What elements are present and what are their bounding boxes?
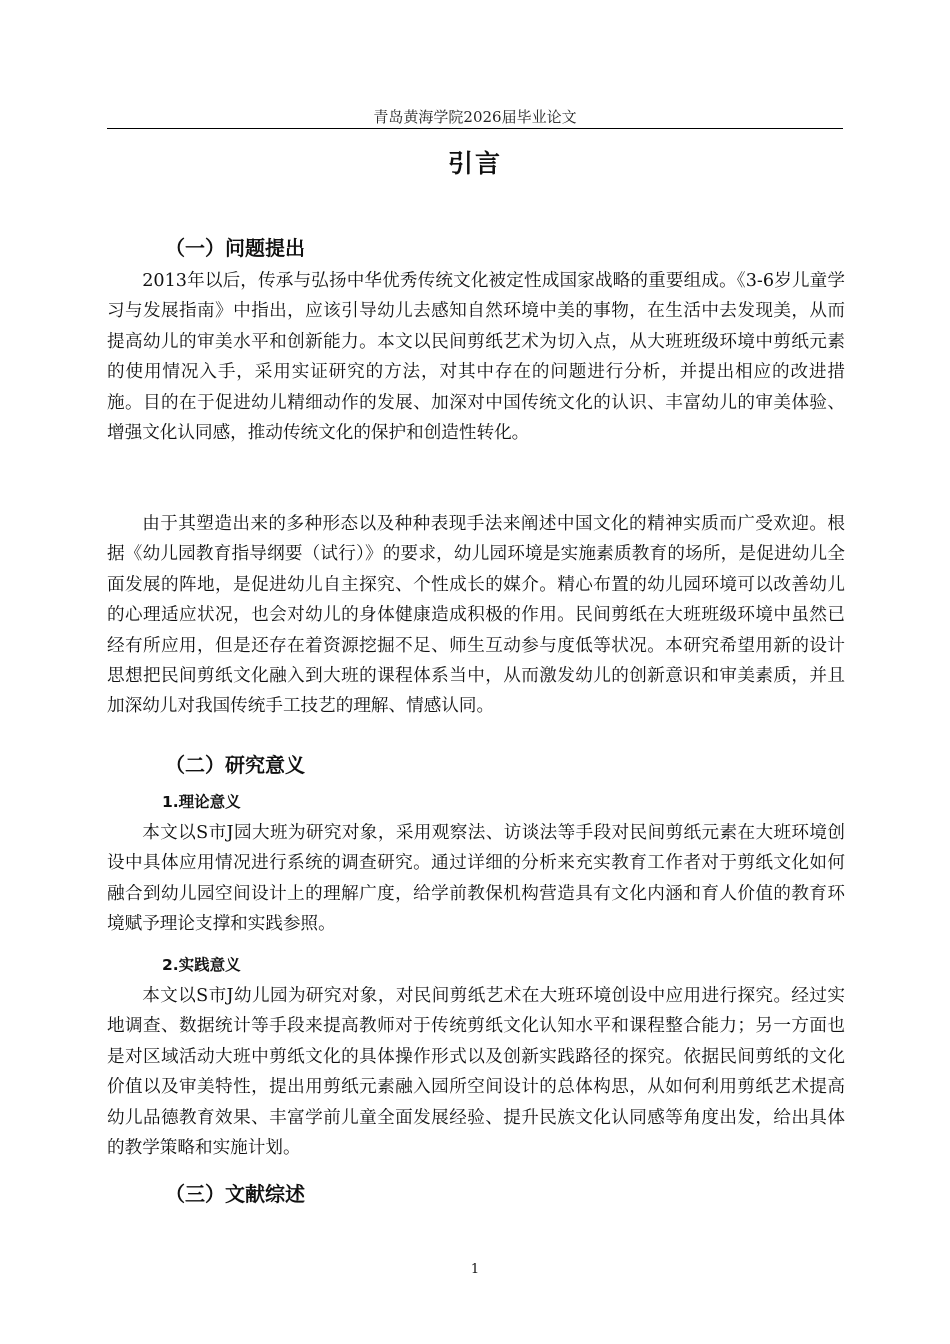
section-heading-significance: （二）研究意义 (165, 753, 305, 777)
section-heading-problem: （一）问题提出 (165, 236, 305, 260)
paragraph-problem-2: 由于其塑造出来的多种形态以及种种表现手法来阐述中国文化的精神实质而广受欢迎。根据《幼儿园教育指导纲要（试行）》的要求，幼儿园环境是实施素质教育的场所，是促进幼儿全面发展的阵地，是促进幼儿自主探究、个性成长的媒介。精心布置的幼儿园环境可以改善幼儿的心理适应状况，也会对幼儿的身体健康造成积极的作用。民间剪纸在大班班级环境中虽然已经有所应用，但是还存在着资源挖掘不足、师生互动参与度低等状况。本研究希望用新的设计思想把民间剪纸文化融入到大班的课程体系当中，从而激发幼儿的创新意识和审美素质，并且加深幼儿对我国传统手工技艺的理解、情感认同。 (107, 514, 845, 717)
page-number: 1 (470, 1262, 480, 1277)
subsection-heading-theoretical: 1.理论意义 (162, 793, 241, 811)
subsection-heading-practical: 2.实践意义 (162, 956, 241, 974)
paragraph-theoretical: 本文以S市J园大班为研究对象，采用观察法、访谈法等手段对民间剪纸元素在大班环境创设中具体应用情况进行系统的调查研究。通过详细的分析来充实教育工作者对于剪纸文化如何融合到幼儿园空间设计上的理解广度，给学前教保机构营造具有文化内涵和育人价值的教育环境赋予理论支撑和实践参照。 (107, 823, 845, 935)
paragraph-problem-1: 2013年以后，传承与弘扬中华优秀传统文化被定性成国家战略的重要组成。《3-6岁儿童学习与发展指南》中指出，应该引导幼儿去感知自然环境中美的事物，在生活中去发现美，从而提高幼儿的审美水平和创新能力。本文以民间剪纸艺术为切入点，从大班班级环境中剪纸元素的使用情况入手，采用实证研究的方法，对其中存在的问题进行分析，并提出相应的改进措施。目的在于促进幼儿精细动作的发展、加深对中国传统文化的认识、丰富幼儿的审美体验、增强文化认同感，推动传统文化的保护和创造性转化。 (107, 271, 845, 444)
paragraph-practical: 本文以S市J幼儿园为研究对象，对民间剪纸艺术在大班环境创设中应用进行探究。经过实地调查、数据统计等手段来提高教师对于传统剪纸文化认知水平和课程整合能力；另一方面也是对区域活动大班中剪纸文化的具体操作形式以及创新实践路径的探究。依据民间剪纸的文化价值以及审美特性，提出用剪纸元素融入园所空间设计的总体构思，从如何利用剪纸艺术提高幼儿品德教育效果、丰富学前儿童全面发展经验、提升民族文化认同感等角度出发，给出具体的教学策略和实施计划。 (107, 986, 845, 1159)
header-divider (107, 128, 843, 129)
page-title: 引言 (447, 149, 502, 178)
running-header: 青岛黄海学院2026届毕业论文 (373, 108, 577, 126)
section-heading-literature-review: （三）文献综述 (165, 1182, 305, 1206)
